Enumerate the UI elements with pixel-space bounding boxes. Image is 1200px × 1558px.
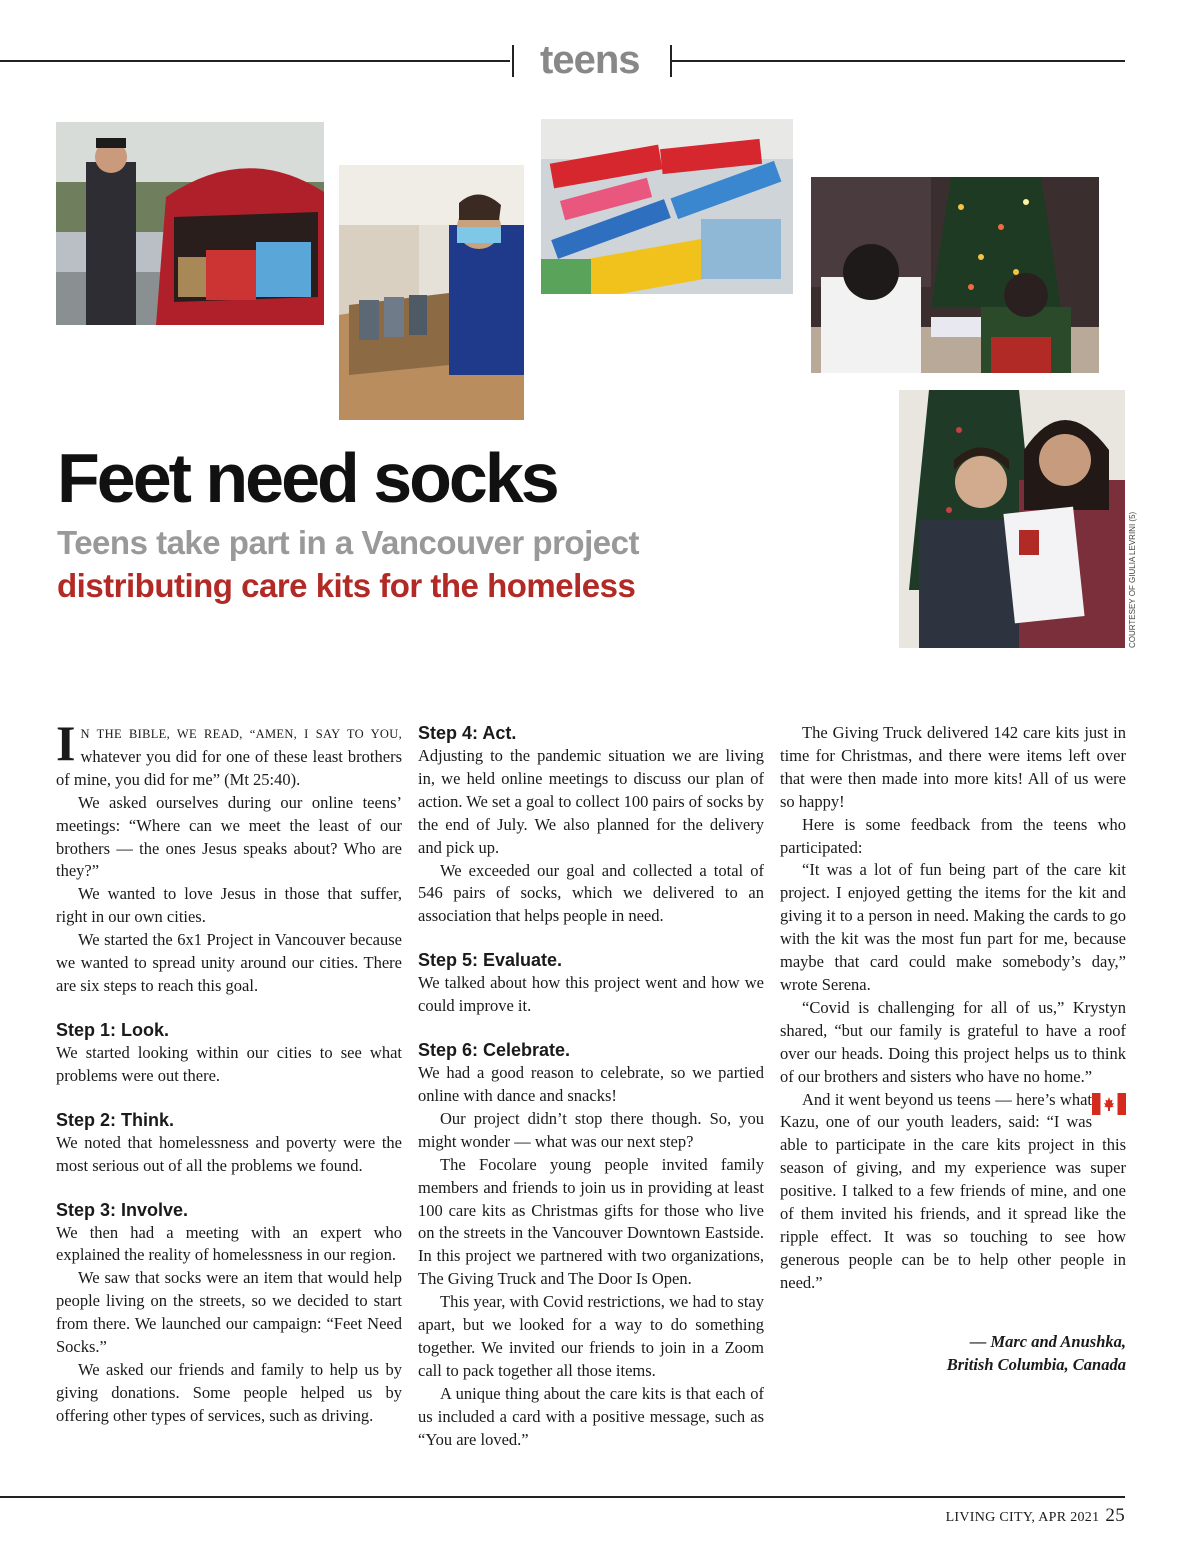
header-rule-left (0, 60, 510, 62)
step-1-heading: Step 1: Look. (56, 1019, 170, 1040)
intro-paragraph (56, 715, 402, 792)
article-column-1 (56, 715, 402, 1428)
drop-cap: I (56, 715, 76, 771)
step-4-heading: Step 4: Act. (418, 723, 517, 743)
paragraph: This year, with Covid restrictions, we had to stay apart, but we looked for a way to do something together. We invited our friends to join in a Zoom call to pack together all those items. (418, 1292, 764, 1380)
article-column-3 (780, 722, 1126, 1376)
paragraph: We exceeded our goal and collected a total of 546 pairs of socks, which we delivered to an association that helps people in need. (418, 860, 764, 926)
paragraph: Our project didn’t stop there though. So, you might wonder — what was our next step? (418, 1108, 764, 1151)
paragraph: “It was a lot of fun being part of the care kit project. I enjoyed getting the items for the kit and giving it to a person in need. Making the cards to go with the kit was the most fun part for me, because maybe that card could make somebody’s day,” wrote Serena. (780, 860, 1126, 994)
footer-rule (0, 1496, 1125, 1498)
paragraph: We then had a meeting with an expert who explained the reality of homelessness in our region. (56, 1222, 402, 1265)
paragraph: We talked about how this project went and how we could improve it. (418, 973, 764, 1016)
mother-son-photo (899, 390, 1125, 648)
paragraph: A unique thing about the care kits is that each of us included a card with a positive message, such as “You are loved.” (418, 1383, 764, 1449)
header-tick-left (512, 45, 514, 77)
intro-smallcaps: N THE BIBLE, WE READ, “AMEN, I SAY TO YOU, (80, 727, 402, 741)
intro-rest: whatever you did for one of these least brothers of mine, you did for me” (Mt 25:40). (56, 746, 402, 789)
paragraph: We wanted to love Jesus in those that suffer, right in our own cities. (56, 884, 402, 927)
paragraph: We had a good reason to celebrate, so we partied online with dance and snacks! (418, 1063, 764, 1105)
page-number: 25 (1105, 1505, 1125, 1526)
paragraph: The Giving Truck delivered 142 care kits just in time for Christmas, and there were items left over that were then made into more kits! All of us were so happy! (780, 723, 1126, 811)
paragraph: “Covid is challenging for all of us,” Krystyn shared, “but our family is grateful to have a roof over our heads. Doing this project helps us to think of our brothers and sisters who have no home.” (780, 997, 1126, 1086)
subheadline-line1: Teens take part in a Vancouver project (57, 524, 639, 561)
paragraph (780, 1089, 1126, 1295)
signature-line-1: — Marc and Anushka, (969, 1331, 1126, 1351)
paragraph: We saw that socks were an item that would help people living on the streets, so we decided to start from there. We launched our campaign: “Feet Need Socks.” (56, 1268, 402, 1357)
step-5-heading: Step 5: Evaluate. (418, 950, 563, 971)
christmas-tree-kids-photo (811, 177, 1099, 373)
section-label: teens (540, 38, 640, 82)
socks-box-photo (339, 165, 524, 420)
paragraph: The Focolare young people invited family members and friends to join us in providing at least 100 care kits as Christmas gifts for those who live on the streets in the Vancouver Downtown Eastside. In this project we partnered with two organizations, The Giving Truck and The Door Is Open. (418, 1154, 764, 1289)
article-column-2 (418, 722, 764, 1451)
paragraph: Here is some feedback from the teens who participated: (780, 814, 1126, 857)
signature-line-2: British Columbia, Canada (946, 1354, 1126, 1374)
paragraph: Adjusting to the pandemic situation we are living in, we held online meetings to discuss our plan of action. We set a goal to collect 100 pairs of socks by the end of July. We also planned for the delivery and pick up. (418, 746, 764, 857)
paragraph: We noted that homelessness and poverty were the most serious out of all the problems we found. (56, 1132, 402, 1175)
paragraph: We started looking within our cities to see what problems were out there. (56, 1042, 402, 1085)
step-3-heading: Step 3: Involve. (56, 1199, 189, 1220)
photo-credit: COURTESEY OF GIULIA LEVRINI (5) (1128, 511, 1137, 648)
header-rule-right (672, 60, 1125, 62)
headline: Feet need socks (57, 439, 557, 517)
paragraph: We started the 6x1 Project in Vancouver because we wanted to spread unity around our cities. There are six steps to reach this goal. (56, 930, 402, 995)
publication-name: LIVING CITY, APR 2021 (945, 1510, 1100, 1525)
paragraph: We asked our friends and family to help us by giving donations. Some people helped us by offering other types of services, such as driving. (56, 1359, 402, 1425)
car-trunk-photo (56, 122, 324, 325)
paragraph-text: And it went beyond us teens — here’s what Kazu, one of our youth leaders, said: “I was able to participate in the care kits project in this season of giving, and my experience was super positive. I talked to a few friends of mine, and one of them invited his friends, and it spread like the ripple effect. It was so touching to see how generous people can be to help other people in need.” (780, 1089, 1126, 1292)
paragraph: We asked ourselves during our online teens’ meetings: “Where can we meet the least of our brothers — the ones Jesus speaks about? Who are they?” (56, 792, 402, 881)
page-footer (946, 1505, 1125, 1527)
subheadline-line2: distributing care kits for the homeless (57, 567, 636, 604)
step-2-heading: Step 2: Think. (56, 1109, 175, 1130)
step-6-heading: Step 6: Celebrate. (418, 1040, 571, 1061)
canada-flag-icon (1092, 1093, 1126, 1115)
toothpaste-photo (541, 119, 793, 294)
